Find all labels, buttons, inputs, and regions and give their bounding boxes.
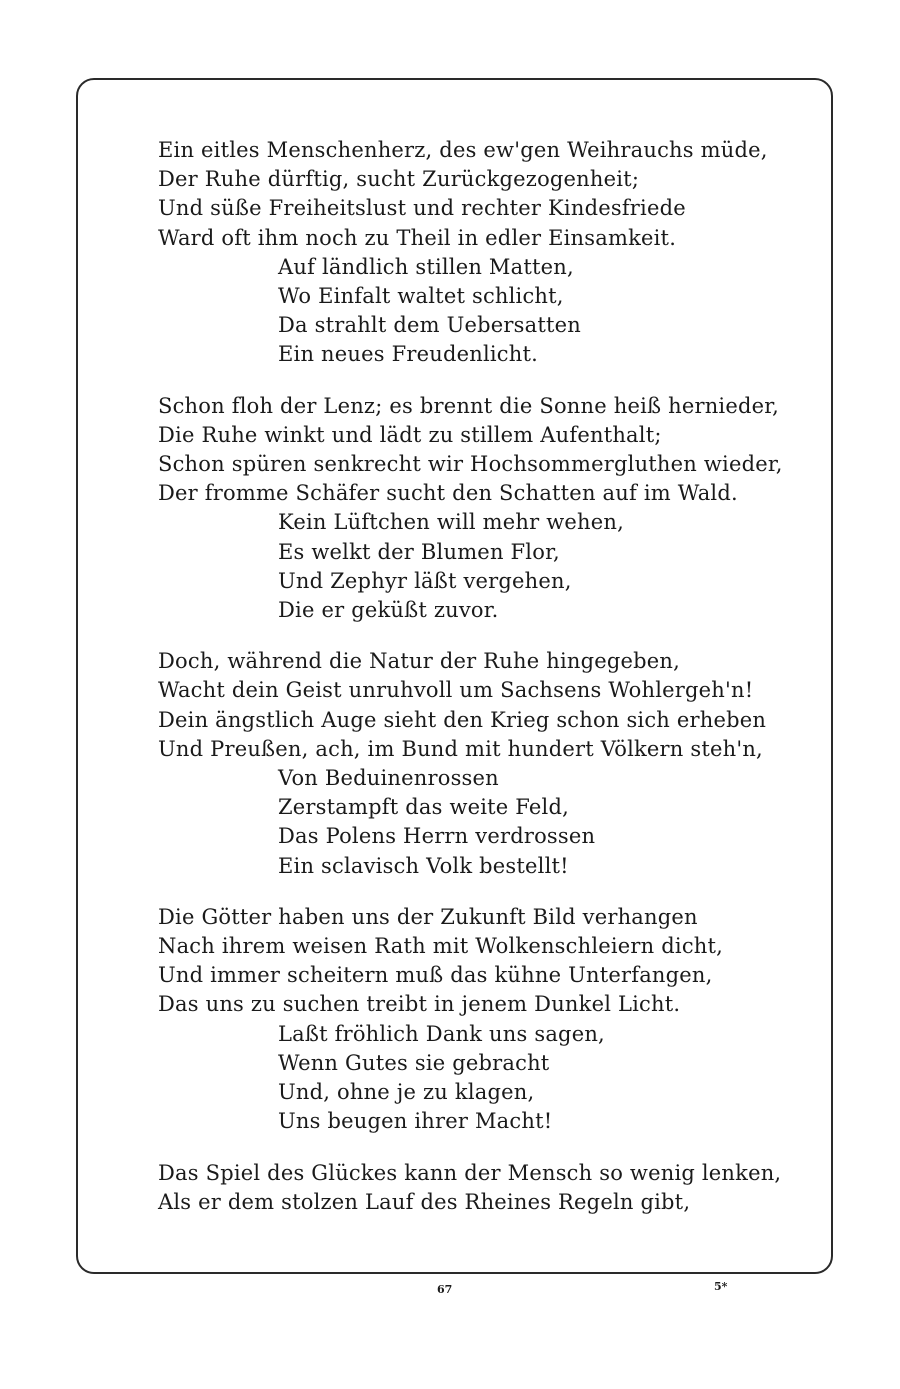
refrain-line: Wo Einfalt waltet schlicht,: [278, 284, 564, 309]
verse-line: Das uns zu suchen treibt in jenem Dunkel Licht.: [158, 992, 681, 1017]
verse-line: Als er dem stolzen Lauf des Rheines Regeln gibt,: [158, 1189, 691, 1214]
refrain-line: Und, ohne je zu klagen,: [278, 1080, 535, 1105]
verse-line: Ein eitles Menschenherz, des ew'gen Weihrauchs müde,: [158, 138, 768, 162]
verse-line: Und süße Freiheitslust und rechter Kindesfriede: [158, 196, 686, 221]
refrain-line: Zerstampft das weite Feld,: [278, 795, 569, 820]
refrain-line: Von Beduinenrossen: [278, 766, 499, 791]
verse-line: Der Ruhe dürftig, sucht Zurückgezogenheit;: [158, 167, 640, 192]
verse-line: Und Preußen, ach, im Bund mit hundert Völkern steh'n,: [158, 736, 763, 761]
refrain-line: Und Zephyr läßt vergehen,: [278, 568, 572, 593]
stanza-4: [158, 903, 798, 1137]
verse-line: Dein ängstlich Auge sieht den Krieg schon sich erheben: [158, 707, 767, 732]
stanza-2: [158, 392, 798, 626]
page-number: 67: [437, 1283, 453, 1296]
signature-mark: 5*: [714, 1280, 728, 1293]
refrain-line: Ein sclavisch Volk bestellt!: [278, 853, 569, 878]
refrain-line: Wenn Gutes sie gebracht: [278, 1050, 550, 1075]
refrain-line: Die er geküßt zuvor.: [278, 598, 499, 623]
refrain-line: Ein neues Freudenlicht.: [278, 342, 538, 367]
verse-line: Und immer scheitern muß das kühne Unterfangen,: [158, 963, 713, 988]
stanza-5: [158, 1159, 798, 1217]
verse-line: Nach ihrem weisen Rath mit Wolkenschleiern dicht,: [158, 934, 724, 959]
stanza-3: [158, 647, 798, 881]
verse-line: Wacht dein Geist unruhvoll um Sachsens Wohlergeh'n!: [158, 678, 754, 703]
verse-line: Der fromme Schäfer sucht den Schatten auf im Wald.: [158, 481, 738, 506]
refrain-line: Das Polens Herrn verdrossen: [278, 824, 596, 849]
refrain-line: Uns beugen ihrer Macht!: [278, 1109, 553, 1134]
poem-text: [158, 136, 798, 1239]
verse-line: Die Ruhe winkt und lädt zu stillem Aufenthalt;: [158, 422, 662, 447]
stanza-1: [158, 136, 798, 370]
verse-line: Ward oft ihm noch zu Theil in edler Einsamkeit.: [158, 225, 677, 250]
refrain-line: Kein Lüftchen will mehr wehen,: [278, 510, 624, 535]
refrain-line: Es welkt der Blumen Flor,: [278, 539, 560, 564]
refrain-line: Auf ländlich stillen Matten,: [278, 254, 574, 279]
verse-line: Die Götter haben uns der Zukunft Bild verhangen: [158, 904, 698, 929]
verse-line: Das Spiel des Glückes kann der Mensch so wenig lenken,: [158, 1160, 782, 1185]
refrain-line: Da strahlt dem Uebersatten: [278, 313, 581, 338]
verse-line: Doch, während die Natur der Ruhe hingegeben,: [158, 649, 681, 674]
refrain-line: Laßt fröhlich Dank uns sagen,: [278, 1021, 605, 1046]
verse-line: Schon floh der Lenz; es brennt die Sonne heiß hernieder,: [158, 393, 780, 418]
verse-line: Schon spüren senkrecht wir Hochsommergluthen wieder,: [158, 452, 783, 477]
